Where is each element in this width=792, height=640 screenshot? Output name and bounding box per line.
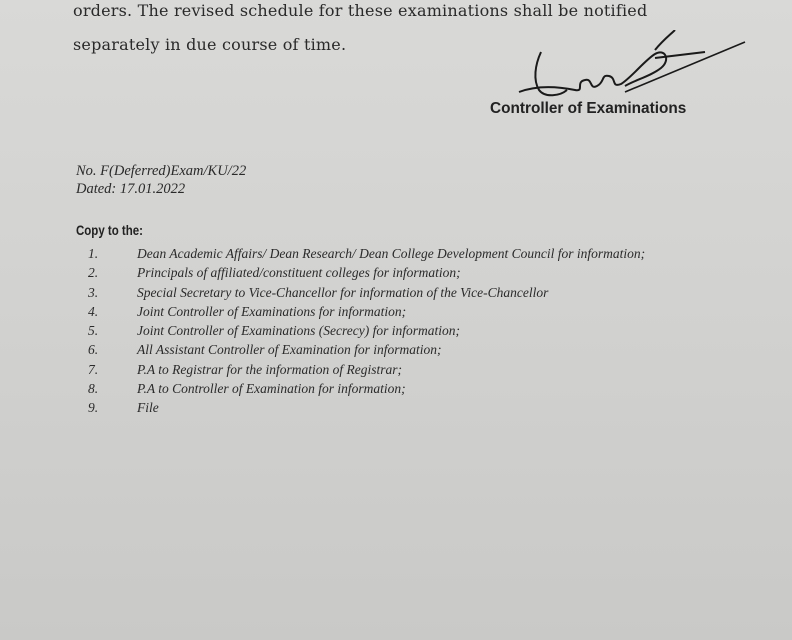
list-item — [88, 283, 645, 302]
body-line-2: separately in due course of time. — [73, 35, 347, 54]
item-number: 8. — [88, 381, 99, 397]
item-number: 7. — [88, 361, 99, 377]
list-item — [88, 302, 645, 321]
item-text: P.A to Controller of Examination for information; — [137, 381, 406, 397]
list-item — [88, 360, 645, 379]
item-text: Principals of affiliated/constituent colleges for information; — [137, 265, 461, 281]
item-text: All Assistant Controller of Examination for information; — [137, 342, 442, 358]
body-line-1: orders. The revised schedule for these examinations shall be notified — [73, 1, 648, 20]
item-text: P.A to Registrar for the information of Registrar; — [137, 361, 403, 377]
item-text: File — [137, 400, 159, 416]
reference-date: Dated: 17.01.2022 — [76, 181, 186, 197]
copy-to-heading: Copy to the: — [76, 222, 143, 238]
item-number: 2. — [88, 265, 99, 281]
item-number: 6. — [88, 342, 99, 358]
item-text: Special Secretary to Vice-Chancellor for information of the Vice-Chancellor — [137, 284, 549, 300]
item-text: Dean Academic Affairs/ Dean Research/ Dean College Development Council for information; — [137, 246, 646, 261]
list-item — [88, 244, 645, 263]
reference-number: No. F(Deferred)Exam/KU/22 — [76, 163, 247, 179]
list-item — [88, 263, 645, 282]
list-item — [88, 379, 645, 398]
list-item — [88, 321, 645, 340]
item-number: 4. — [88, 303, 99, 319]
copy-to-list — [88, 244, 645, 418]
list-item — [88, 398, 645, 417]
item-number: 3. — [88, 284, 99, 300]
signatory-title: Controller of Examinations — [490, 100, 687, 117]
item-number: 9. — [88, 400, 99, 416]
list-item — [88, 340, 645, 359]
item-text: Joint Controller of Examinations (Secrecy) for information; — [137, 323, 460, 339]
reference-block — [76, 162, 246, 198]
signature-icon — [505, 30, 755, 110]
item-number: 1. — [88, 246, 99, 261]
item-text: Joint Controller of Examinations for information; — [137, 303, 407, 319]
item-number: 5. — [88, 323, 99, 339]
